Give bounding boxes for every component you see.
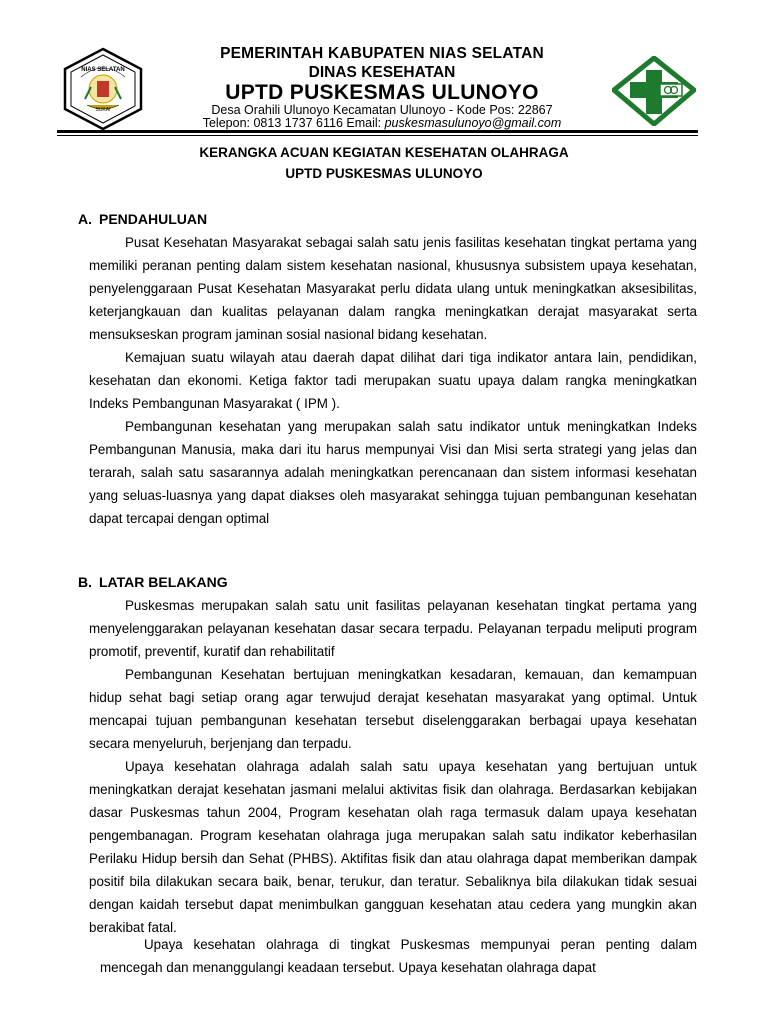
- contact-email: puskesmasulunoyo@gmail.com: [384, 116, 562, 130]
- emblem-text-bottom: SUKAI: [95, 107, 111, 113]
- letterhead-address: Desa Orahili Ulunoyo Kecamatan Ulunoyo - Kode Pos: 22867: [211, 103, 553, 117]
- document-subtitle: UPTD PUSKESMAS ULUNOYO: [285, 166, 483, 181]
- section-b-title: LATAR BELAKANG: [99, 574, 228, 590]
- section-a-title: PENDAHULUAN: [99, 211, 208, 227]
- letterhead-government: PEMERINTAH KABUPATEN NIAS SELATAN: [220, 45, 544, 62]
- nias-selatan-emblem-icon: [61, 47, 145, 131]
- section-b-heading: [78, 574, 228, 590]
- letterhead-contact: [150, 116, 614, 130]
- letterhead-institution: UPTD PUSKESMAS ULUNOYO: [225, 81, 539, 104]
- section-a-paragraph: Kemajuan suatu wilayah atau daerah dapat dilihat dari tiga indikator antara lain, pendidikan, kesehatan dan ekonomi. Ketiga faktor tadi merupakan suatu upaya dalam rangka meningkatkan Indeks Pembangunan Masyarakat ( IPM ).: [89, 350, 697, 411]
- section-a-paragraph: Pembangunan kesehatan yang merupakan salah satu indikator untuk meningkatkan Indeks Pembangunan Manusia, maka dari itu harus mempunyai Visi dan Misi serta strategi yang jelas dan terarah, salah satu sasarannya adalah meningkatkan perencanaan dan sistem informasi kesehatan yang seluas-luasnya yang dapat diakses oleh masyarakat sehingga tujuan pembangunan kesehatan dapat tercapai dengan optimal: [89, 419, 697, 526]
- section-a-heading: [78, 211, 207, 227]
- section-b-letter: B.: [78, 574, 92, 590]
- letterhead-divider-thick: [57, 130, 698, 133]
- section-b-body: [89, 594, 697, 939]
- section-b-paragraph: Upaya kesehatan olahraga adalah salah satu upaya kesehatan yang bertujuan untuk meningkatkan derajat kesehatan jasmani melalui aktivitas fisik dan olahraga. Berdasarkan kebijakan dasar Puskesmas tahun 2004, Program kesehatan olah raga termasuk dalam upaya kesehatan pengembanagan. Program kesehatan olahraga juga merupakan salah satu indikator keberhasilan Perilaku Hidup bersih dan Sehat (PHBS). Aktifitas fisik dan atau olahraga dapat memberikan dampak positif bila dilakukan secara baik, benar, terukur, dan teratur. Sebaliknya bila dilakukan tidak sesuai dengan kaidah tersebut dapat menimbulkan gangguan kesehatan atau cedera yang mungkin akan berakibat fatal.: [89, 759, 697, 935]
- section-a-body: [89, 231, 697, 530]
- puskesmas-logo-icon: [612, 56, 696, 126]
- section-b-paragraph: Upaya kesehatan olahraga di tingkat Puskesmas mempunyai peran penting dalam mencegah dan menanggulangi keadaan tersebut. Upaya kesehatan olahraga dapat: [100, 937, 697, 975]
- document-title: KERANGKA ACUAN KEGIATAN KESEHATAN OLAHRAGA: [199, 145, 569, 160]
- contact-phone-label: Telepon: 0813 1737 6116 Email:: [202, 116, 385, 130]
- emblem-text-top: NIAS SELATAN: [81, 67, 125, 73]
- section-b-paragraph: Pembangunan Kesehatan bertujuan meningkatkan kesadaran, kemauan, dan kemampuan hidup sehat bagi setiap orang agar terwujud derajat kesehatan masyarakat yang optimal. Untuk mencapai tujuan pembangunan kesehatan tersebut diselenggarakan berbagai upaya kesehatan secara menyeluruh, berjenjang dan terpadu.: [89, 667, 697, 751]
- section-a-letter: A.: [78, 211, 92, 227]
- letterhead-divider-thin: [57, 135, 698, 136]
- section-b-final-body: [100, 933, 697, 979]
- section-a-paragraph: Pusat Kesehatan Masyarakat sebagai salah satu jenis fasilitas kesehatan tingkat pertama yang memiliki peranan penting dalam sistem kesehatan nasional, khususnya subsistem upaya kesehatan, penyelenggaraan Pusat Kesehatan Masyarakat perlu didata ulang untuk meningkatkan aksesibilitas, keterjangkauan dan kualitas pelayanan dalam rangka meningkatkan derajat masyarakat serta mensukseskan program jaminan sosial nasional bidang kesehatan.: [89, 235, 697, 342]
- letterhead-department: DINAS KESEHATAN: [308, 64, 456, 81]
- section-b-paragraph: Puskesmas merupakan salah satu unit fasilitas pelayanan kesehatan tingkat pertama yang menyelenggarakan pelayanan kesehatan dasar secara terpadu. Pelayanan terpadu meliputi program promotif, preventif, kuratif dan rehabilitatif: [89, 598, 697, 659]
